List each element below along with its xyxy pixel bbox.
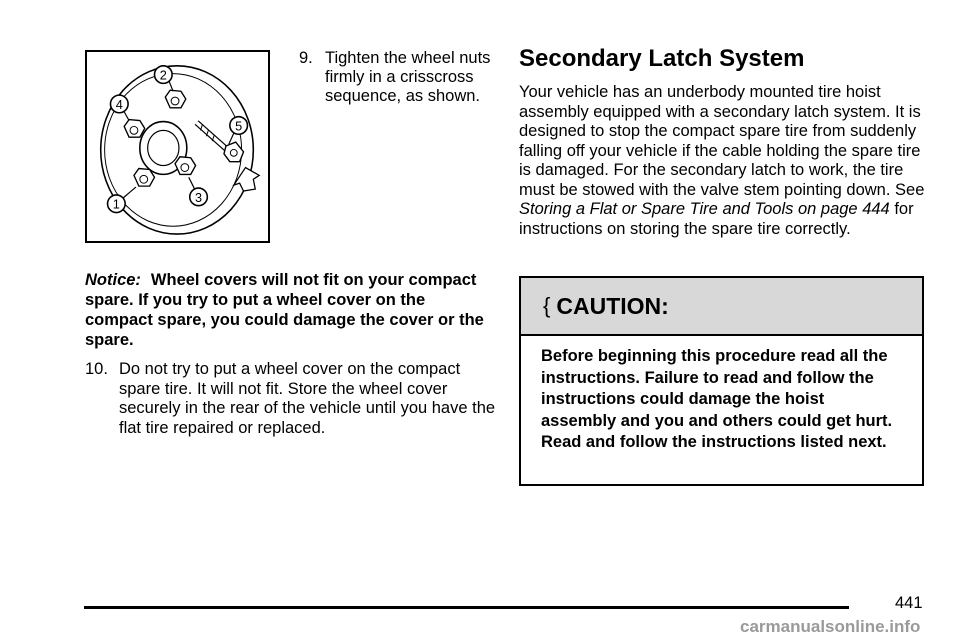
caution-icon: { — [543, 293, 551, 318]
step-9-number: 9. — [299, 49, 313, 67]
lug-nut — [165, 90, 186, 108]
wheel-illustration — [87, 52, 268, 241]
notice-text: Wheel covers will not fit on your compact spare. If you try to put a wheel cover on the compact spare, you could damage the cover or the spare. — [85, 271, 484, 349]
svg-text:3: 3 — [194, 189, 203, 205]
lug-nut — [175, 157, 196, 175]
caution-title: CAUTION: — [556, 292, 669, 319]
footer-rule — [84, 606, 849, 609]
lug-nut — [134, 169, 155, 187]
svg-text:1: 1 — [112, 196, 120, 212]
notice-paragraph — [85, 270, 495, 350]
watermark: carmanualsonline.info — [740, 617, 921, 636]
hub-inner — [148, 130, 179, 165]
callout-4 — [110, 95, 129, 120]
install-arrow-icon — [234, 168, 259, 191]
page-number: 441 — [895, 594, 923, 612]
section-paragraph — [519, 83, 929, 239]
cross-reference-link[interactable]: Storing a Flat or Spare Tire and Tools on page 444 — [519, 200, 890, 218]
step-10 — [85, 360, 505, 438]
notice-label: Notice: — [85, 271, 141, 289]
section-heading: Secondary Latch System — [519, 45, 805, 72]
caution-box — [519, 276, 924, 486]
svg-text:5: 5 — [235, 118, 243, 134]
step-9-text: Tighten the wheel nuts firmly in a crisscross sequence, as shown. — [325, 49, 491, 105]
lug-nut — [124, 120, 145, 138]
step-9 — [299, 49, 499, 106]
paragraph-text-end: for instructions on storing the spare tire correctly. — [519, 200, 914, 238]
step-10-text: Do not try to put a wheel cover on the compact spare tire. It will not fit. Store the wheel cover securely in the rear of the vehicle until you have the flat tire repaired or replaced. — [119, 360, 496, 437]
callout-3 — [189, 177, 208, 205]
callout-5 — [229, 117, 248, 144]
svg-text:4: 4 — [115, 96, 123, 112]
svg-text:2: 2 — [159, 67, 167, 83]
wheel-lug-nut-figure — [85, 50, 270, 243]
caution-header — [521, 278, 922, 336]
callout-1 — [108, 187, 136, 212]
paragraph-text-start: Your vehicle has an underbody mounted tire hoist assembly equipped with a secondary latch system. It is designed to stop the compact spare tire from suddenly falling off your vehicle if the cable holding the spare tire is damaged. For the secondary latch to work, the tire must be stowed with the valve stem pointing down. See — [519, 83, 925, 199]
callout-2 — [155, 66, 174, 91]
caution-text: Before beginning this procedure read all the instructions. Failure to read and follow the instructions could damage the hoist assembly and you and others could get hurt. Read and follow the instructions listed next. — [541, 347, 893, 451]
step-10-number: 10. — [85, 360, 108, 378]
